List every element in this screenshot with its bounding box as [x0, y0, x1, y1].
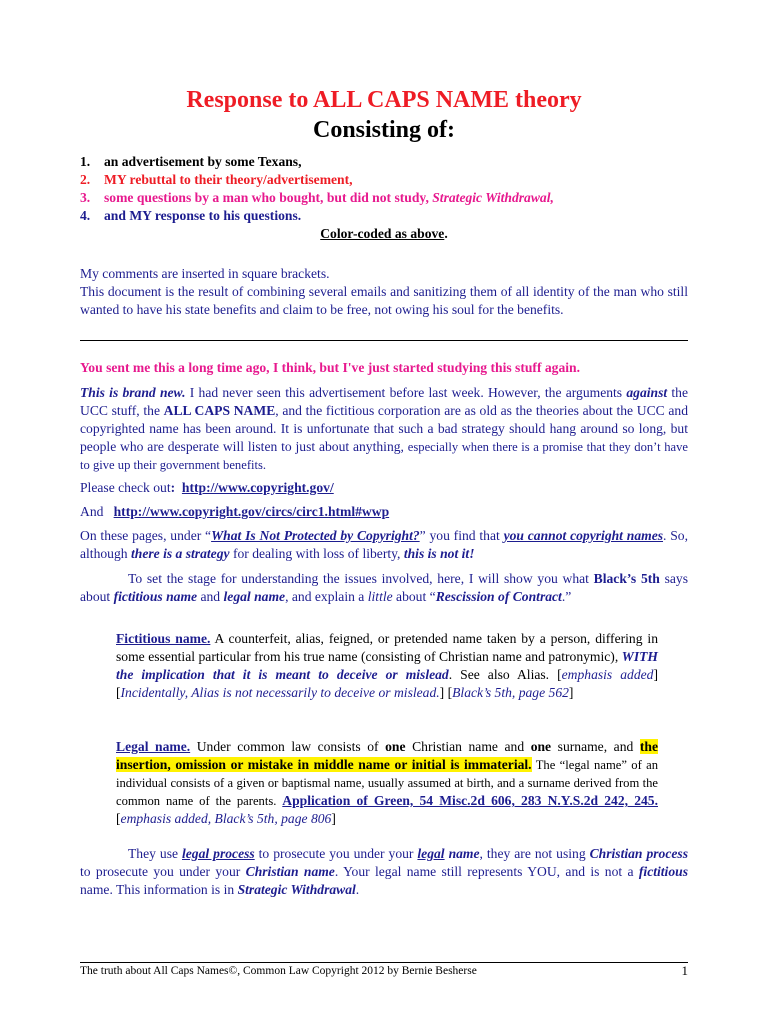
page-subtitle: Consisting of: [312, 117, 456, 143]
list-item: 2. MY rebuttal to their theory/advertisement, [80, 172, 353, 187]
response-paragraph: This is brand new. I had never seen this advertisement before last week. However, the arguments against the UCC stuff, the ALL CAPS NAME, and the fictitious corporation are as old as the theories about the UCC and copyrighted name has been around. It is unfortunate that such a bad strategy should hang around so long, but people who are desperate will listen to just about anything, especially when there is a promise that they don’t have to give up their government benefits. [80, 385, 689, 472]
set-the-stage-paragraph: To set the stage for understanding the issues involved, here, I will show you what Black’s 5th says about fictitious name and legal name, and explain a little about “Rescission of Contract.” [80, 571, 688, 604]
question-line: You sent me this a long time ago, I think, but I've just started studying this stuff again. [80, 360, 581, 375]
on-these-pages-paragraph: On these pages, under “What Is Not Protected by Copyright?” you find that you cannot copyright names. So, although there is a strategy for dealing with loss of liberty, this is not it! [80, 528, 688, 561]
page-footer [80, 964, 688, 978]
list-item: 3. some questions by a man who bought, but did not study, Strategic Withdrawal, [80, 190, 554, 205]
fictitious-name-definition: Fictitious name. A counterfeit, alias, feigned, or pretended name taken by a person, differing in some essential particular from his true name (consisting of Christian name and patronymic), WITH the implication that it is meant to deceive or mislead. See also Alias. [emphasis added] [Incidentally, Alias is not necessarily to deceive or mislead.] [Black’s 5th, page 562] [116, 631, 658, 700]
copyright-link[interactable]: http://www.copyright.gov/ [181, 480, 334, 495]
comments-intro: My comments are inserted in square brackets. This document is the result of combining several emails and sanitizing them of all identity of the man who still wanted to have his state benefits and claim to be free, not owing his soul for the benefits. [80, 266, 688, 317]
legal-process-paragraph: They use legal process to prosecute you under your legal name, they are not using Christian process to prosecute you under your Christian name. Your legal name still represents YOU, and is not a fictitious name. This information is in Strategic Withdrawal. [80, 846, 688, 897]
and-line: And http://www.copyright.gov/circs/circ1.html#wwp [80, 504, 390, 519]
list-item: 4. and MY response to his questions. [80, 208, 302, 223]
highlighted-text: the insertion, omission or mistake in middle name or initial is immaterial. [116, 739, 659, 772]
check-out-line: Please check out: http://www.copyright.gov/ [80, 480, 334, 495]
page-number: 1 [681, 963, 688, 978]
footer-divider [80, 962, 688, 963]
list-item: 1. an advertisement by some Texans, [80, 154, 302, 169]
legal-name-definition: Legal name. Under common law consists of one Christian name and one surname, and the insertion, omission or mistake in middle name or initial is immaterial. The “legal name” of an individual consists of a given or baptismal name, usually assumed at birth, and a surname derived from the common name of the parents. Application of Green, 54 Misc.2d 606, 283 N.Y.S.2d 242, 245. [emphasis added, Black’s 5th, page 806] [116, 739, 659, 826]
section-divider [80, 340, 688, 341]
color-coded-note: Color-coded as above. [320, 226, 448, 241]
document-page [80, 0, 688, 319]
footer-text: The truth about All Caps Names©, Common Law Copyright 2012 by Bernie Besherse [80, 965, 477, 977]
contents-list [80, 153, 688, 225]
page-title: Response to ALL CAPS NAME theory [186, 87, 582, 113]
circ1-link[interactable]: http://www.copyright.gov/circs/circ1.html#wwp [113, 504, 390, 519]
